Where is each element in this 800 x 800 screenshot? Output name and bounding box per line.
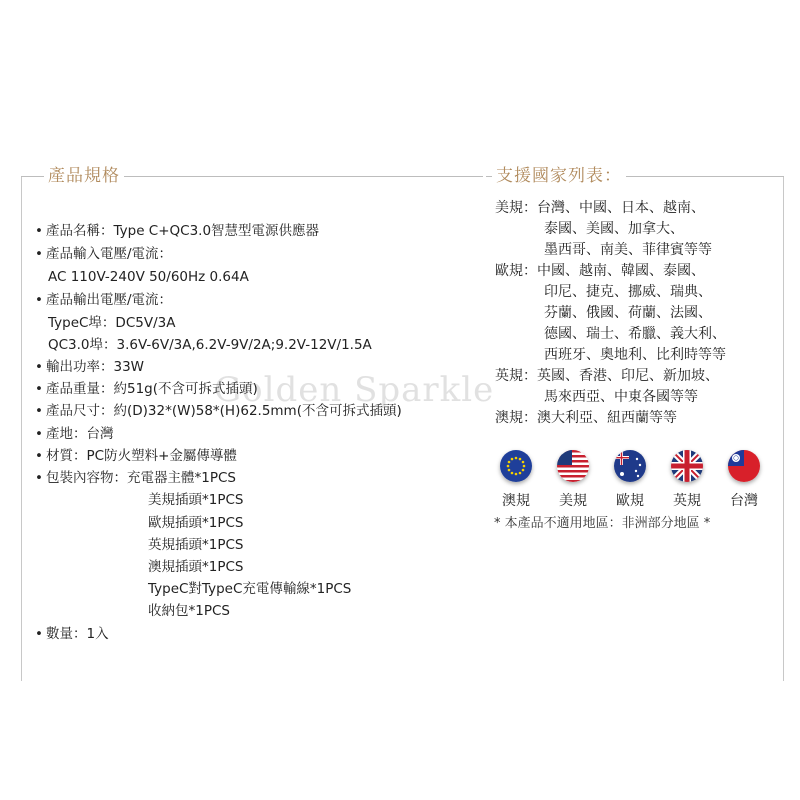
package-item: 收納包*1PCS	[148, 603, 230, 619]
spec-item-material: • 材質：PC防火塑料+金屬傳導體	[35, 448, 237, 464]
package-item: TypeC對TypeC充電傳輸線*1PCS	[148, 581, 352, 597]
country-line-us: 美規：台灣、中國、日本、越南、	[495, 200, 705, 216]
country-line: 印尼、捷克、挪威、瑞典、	[544, 284, 712, 300]
spec-item-output: • 產品輸出電壓/電流：	[35, 292, 173, 308]
spec-item-weight: • 產品重量：約51g(不含可拆式插頭)	[35, 381, 258, 397]
country-line-eu: 歐規：中國、越南、韓國、泰國、	[495, 263, 705, 279]
spec-item-size: • 產品尺寸：約(D)32*(W)58*(H)62.5mm(不含可拆式插頭)	[35, 403, 402, 419]
spec-item-name: • 產品名稱：Type C+QC3.0智慧型電源供應器	[35, 223, 320, 239]
package-item: 英規插頭*1PCS	[148, 537, 244, 553]
eu-flag-icon	[500, 450, 532, 482]
country-line: 墨西哥、南美、菲律賓等等	[544, 242, 712, 258]
tw-flag-icon	[728, 450, 760, 482]
uk-flag-icon	[671, 450, 703, 482]
country-line: 泰國、美國、加拿大、	[544, 221, 684, 237]
spec-item-origin: • 產地：台灣	[35, 426, 114, 442]
spec-input-value: AC 110V-240V 50/60Hz 0.64A	[48, 269, 249, 285]
country-line: 德國、瑞士、希臘、義大利、	[544, 326, 726, 342]
country-line-au: 澳規：澳大利亞、紐西蘭等等	[495, 410, 677, 426]
left-frame-line	[21, 176, 22, 681]
country-line: 馬來西亞、中東各國等等	[544, 389, 698, 405]
spec-item-power: • 輸出功率：33W	[35, 359, 145, 375]
flag-label-uk: 英規	[673, 493, 701, 509]
right-frame-line	[783, 176, 784, 681]
flag-label-au: 澳規	[502, 493, 530, 509]
flag-label-us: 美規	[559, 493, 587, 509]
spec-item-package: • 包裝內容物：充電器主體*1PCS	[35, 470, 236, 486]
country-section-title: 支援國家列表：	[492, 164, 626, 188]
package-item: 美規插頭*1PCS	[148, 492, 244, 508]
unsupported-region-note: * 本產品不適用地區：非洲部分地區 *	[494, 516, 711, 531]
flag-label-tw: 台灣	[730, 493, 758, 509]
spec-output-typec: TypeC埠：DC5V/3A	[48, 315, 176, 331]
package-item: 歐規插頭*1PCS	[148, 515, 244, 531]
spec-item-input: • 產品輸入電壓/電流：	[35, 246, 173, 262]
country-line: 西班牙、奧地利、比利時等等	[544, 347, 726, 363]
watermark-logo: Golden Sparkle	[214, 370, 495, 410]
au-flag-icon	[614, 450, 646, 482]
spec-item-quantity: • 數量：1入	[35, 626, 109, 642]
country-line-uk: 英規：英國、香港、印尼、新加坡、	[495, 368, 719, 384]
us-flag-icon	[557, 450, 589, 482]
spec-output-qc: QC3.0埠：3.6V-6V/3A,6.2V-9V/2A;9.2V-12V/1.5A	[48, 337, 372, 353]
spec-section-title: 產品規格	[44, 164, 124, 188]
flag-label-eu: 歐規	[616, 493, 644, 509]
package-item: 澳規插頭*1PCS	[148, 559, 244, 575]
country-line: 芬蘭、俄國、荷蘭、法國、	[544, 305, 712, 321]
